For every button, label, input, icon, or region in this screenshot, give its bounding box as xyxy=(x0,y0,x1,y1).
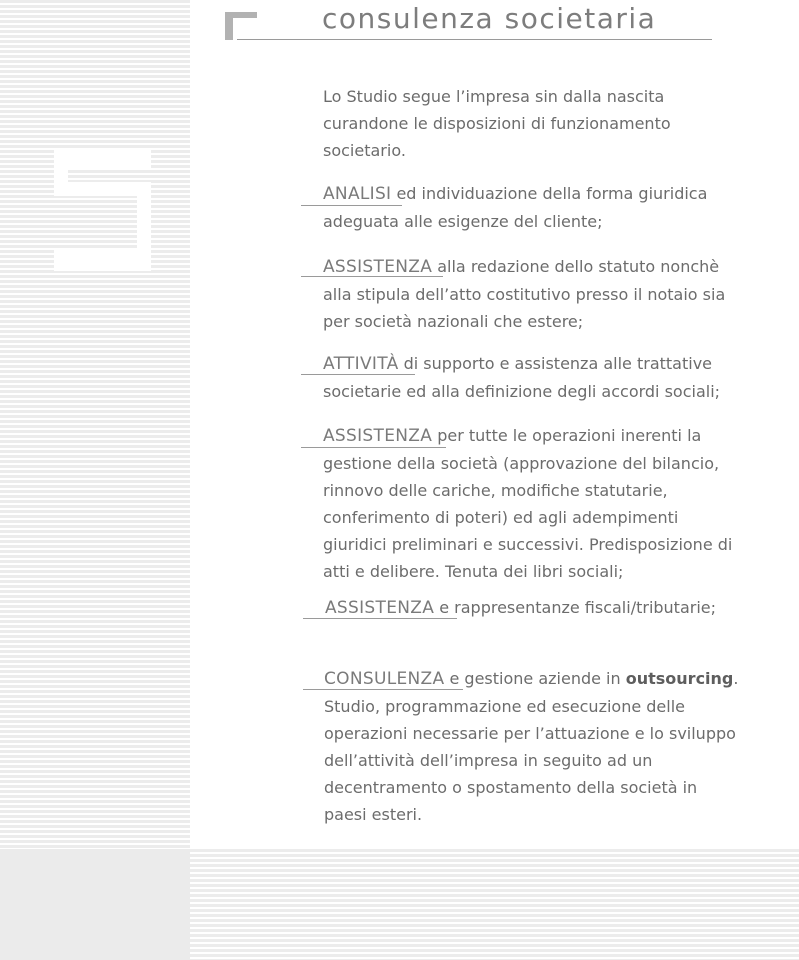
section-lead: CONSULENZA xyxy=(324,669,445,689)
section-lead: ATTIVITÀ xyxy=(323,354,399,374)
section-lead: ASSISTENZA xyxy=(325,598,435,618)
section-text: di supporto e assistenza alle trattative societarie ed alla definizione degli accordi sociali; xyxy=(323,354,721,401)
section-lead: ASSISTENZA xyxy=(323,426,433,446)
section-lead: ASSISTENZA xyxy=(323,257,433,277)
bottom-stripe-band xyxy=(190,849,799,960)
title-underline xyxy=(237,39,712,40)
section-assistenza-statuto xyxy=(323,253,743,335)
outsourcing-keyword: outsourcing xyxy=(625,669,734,688)
section-consulenza xyxy=(324,665,744,828)
bottom-left-panel xyxy=(0,849,190,960)
left-stripe-panel xyxy=(0,0,190,849)
section-analisi xyxy=(323,180,743,235)
section-assistenza-gestione xyxy=(323,422,743,585)
intro-paragraph: Lo Studio segue l’impresa sin dalla nascita curandone le disposizioni di funzionamento societario. xyxy=(323,87,671,160)
section-attivita xyxy=(323,350,743,405)
section-text: alla redazione dello statuto nonchè alla stipula dell’atto costitutivo presso il notaio sia per società nazionali che estere; xyxy=(323,257,726,331)
section-text: e gestione aziende in xyxy=(444,669,626,688)
section-text: e rappresentanze fiscali/tributarie; xyxy=(434,598,717,617)
section-text: per tutte le operazioni inerenti la gestione della società (approvazione del bilancio, rinnovo delle cariche, modifiche statutarie, conferimento di poteri) ed agli adempimenti giuridici preliminari e successivi. Predisposizione di atti e delibere. Tenuta dei libri sociali; xyxy=(323,426,733,581)
section-text-tail: . Studio, programmazione ed esecuzione delle operazioni necessarie per l’attuazione e lo sviluppo dell’attività dell’impresa in seguito ad un decentramento o spostamento della società in paesi esteri. xyxy=(324,669,739,824)
studio-logo-mark xyxy=(54,148,151,271)
page-title: consulenza societaria xyxy=(322,2,657,35)
section-assistenza-fiscale xyxy=(325,594,745,622)
section-text: ed individuazione della forma giuridica adeguata alle esigenze del cliente; xyxy=(323,184,708,231)
section-lead: ANALISI xyxy=(323,184,392,204)
corner-bracket-icon xyxy=(225,12,257,40)
